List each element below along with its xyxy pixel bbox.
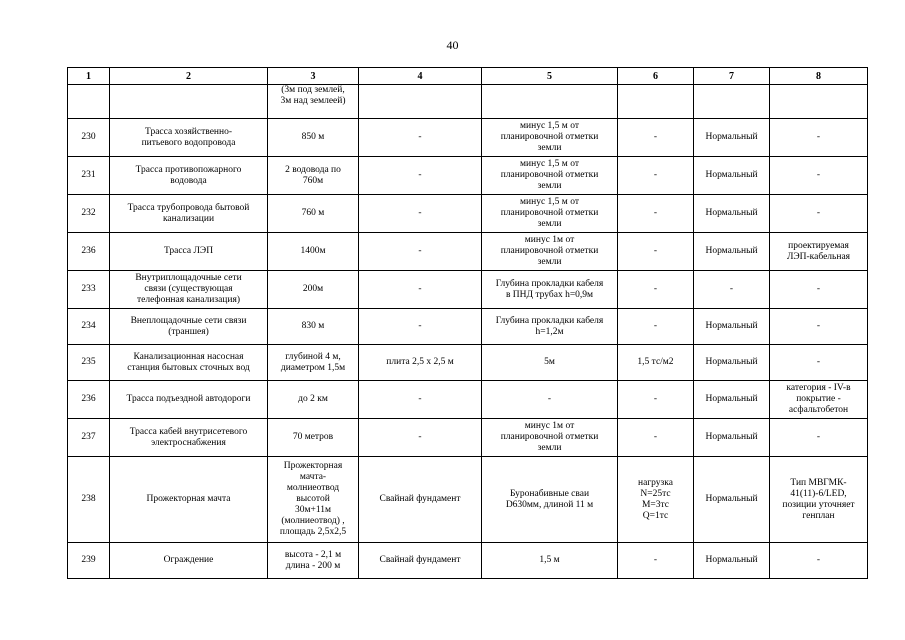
- table-cell-col-6: -: [618, 419, 694, 457]
- header-cell-3: 3: [268, 68, 359, 85]
- table-cell-col-7: Нормальный: [694, 157, 770, 195]
- table-row: [68, 457, 868, 543]
- table-cell-col-3: 830 м: [268, 309, 359, 345]
- table-cell-col-1: [68, 85, 110, 119]
- table-cell-col-6: 1,5 тс/м2: [618, 345, 694, 381]
- table-cell-col-2: Внутриплощадочные сети связи (существующая телефонная канализация): [110, 271, 268, 309]
- table-cell-col-5: минус 1м от планировочной отметки земли: [482, 419, 618, 457]
- table-cell-col-8: [770, 85, 868, 119]
- table-cell-col-5: минус 1м от планировочной отметки земли: [482, 233, 618, 271]
- table-row: [68, 157, 868, 195]
- table-cell-col-7: [694, 85, 770, 119]
- table-cell-col-6: -: [618, 157, 694, 195]
- table-cell-col-4: -: [359, 419, 482, 457]
- table-cell-col-1: 234: [68, 309, 110, 345]
- table-cell-col-3: до 2 км: [268, 381, 359, 419]
- table-body: [68, 85, 868, 579]
- table-cell-col-2: Трасса подъездной автодороги: [110, 381, 268, 419]
- table-cell-col-8: -: [770, 271, 868, 309]
- table-cell-col-6: -: [618, 309, 694, 345]
- table-cell-col-7: Нормальный: [694, 119, 770, 157]
- table-cell-col-3: глубиной 4 м, диаметром 1,5м: [268, 345, 359, 381]
- table-cell-col-5: -: [482, 381, 618, 419]
- table-cell-col-3: Прожекторная мачта- молниеотвод высотой 30м+11м (молниеотвод) , площадь 2,5х2,5: [268, 457, 359, 543]
- table-cell-col-1: 236: [68, 233, 110, 271]
- table-cell-col-7: Нормальный: [694, 381, 770, 419]
- table-cell-col-6: -: [618, 233, 694, 271]
- table-cell-col-7: Нормальный: [694, 419, 770, 457]
- table-cell-col-4: плита 2,5 х 2,5 м: [359, 345, 482, 381]
- table-row: [68, 195, 868, 233]
- table-cell-col-6: -: [618, 543, 694, 579]
- header-cell-7: 7: [694, 68, 770, 85]
- header-cell-1: 1: [68, 68, 110, 85]
- table-cell-col-5: Глубина прокладки кабеля h=1,2м: [482, 309, 618, 345]
- table-cell-col-4: -: [359, 381, 482, 419]
- table-cell-col-7: Нормальный: [694, 345, 770, 381]
- table-cell-col-3: 1400м: [268, 233, 359, 271]
- table-cell-col-4: -: [359, 195, 482, 233]
- table-cell-col-1: 236: [68, 381, 110, 419]
- header-cell-2: 2: [110, 68, 268, 85]
- table-cell-col-3: 850 м: [268, 119, 359, 157]
- table-cell-col-7: Нормальный: [694, 457, 770, 543]
- table-row: [68, 233, 868, 271]
- table-cell-col-5: Глубина прокладки кабеля в ПНД трубах h=0,9м: [482, 271, 618, 309]
- table-row: [68, 271, 868, 309]
- table-cell-col-2: [110, 85, 268, 119]
- header-cell-4: 4: [359, 68, 482, 85]
- table-cell-col-5: 5м: [482, 345, 618, 381]
- header-cell-8: 8: [770, 68, 868, 85]
- table-cell-col-3: 760 м: [268, 195, 359, 233]
- table-cell-col-2: Трасса трубопровода бытовой канализации: [110, 195, 268, 233]
- table-cell-col-1: 235: [68, 345, 110, 381]
- table-cell-col-1: 232: [68, 195, 110, 233]
- table-cell-col-8: проектируемая ЛЭП-кабельная: [770, 233, 868, 271]
- table-cell-col-1: 230: [68, 119, 110, 157]
- table-row: [68, 381, 868, 419]
- table-row: [68, 543, 868, 579]
- table-cell-col-5: 1,5 м: [482, 543, 618, 579]
- table-cell-col-5: минус 1,5 м от планировочной отметки земли: [482, 195, 618, 233]
- table-cell-col-4: Свайнай фундамент: [359, 543, 482, 579]
- table-cell-col-8: -: [770, 119, 868, 157]
- table-cell-col-1: 237: [68, 419, 110, 457]
- table-cell-col-2: Внеплощадочные сети связи (траншея): [110, 309, 268, 345]
- table-cell-col-6: -: [618, 119, 694, 157]
- table-cell-col-2: Канализационная насосная станция бытовых сточных вод: [110, 345, 268, 381]
- table-cell-col-8: -: [770, 195, 868, 233]
- table-cell-col-5: минус 1,5 м от планировочной отметки земли: [482, 119, 618, 157]
- table-cell-col-4: -: [359, 233, 482, 271]
- table-cell-col-8: -: [770, 345, 868, 381]
- table-cell-col-3: (3м под землей, 3м над землеей): [268, 85, 359, 119]
- table-cell-col-7: Нормальный: [694, 543, 770, 579]
- table-cell-col-2: Трасса противопожарного водовода: [110, 157, 268, 195]
- table-cell-col-3: 70 метров: [268, 419, 359, 457]
- header-cell-6: 6: [618, 68, 694, 85]
- table-cell-col-2: Трасса кабей внутрисетевого электроснабжения: [110, 419, 268, 457]
- page-number: 40: [446, 38, 459, 52]
- table-cell-col-7: Нормальный: [694, 233, 770, 271]
- table-cell-col-5: Буронабивные сваи D630мм, длиной 11 м: [482, 457, 618, 543]
- table-cell-col-2: Прожекторная мачта: [110, 457, 268, 543]
- table-cell-col-8: -: [770, 309, 868, 345]
- table-row: [68, 309, 868, 345]
- table-cell-col-1: 231: [68, 157, 110, 195]
- table-cell-col-1: 238: [68, 457, 110, 543]
- table-row: [68, 419, 868, 457]
- table-cell-col-8: -: [770, 419, 868, 457]
- table-cell-col-3: 2 водовода по 760м: [268, 157, 359, 195]
- table-cell-col-6: [618, 85, 694, 119]
- table-cell-col-8: -: [770, 543, 868, 579]
- table-cell-col-6: -: [618, 271, 694, 309]
- table-cell-col-4: Свайнай фундамент: [359, 457, 482, 543]
- table-cell-col-7: Нормальный: [694, 195, 770, 233]
- table-cell-col-6: -: [618, 381, 694, 419]
- table-cell-col-7: -: [694, 271, 770, 309]
- header-row: [68, 68, 868, 85]
- table-cell-col-4: -: [359, 309, 482, 345]
- table-cell-col-1: 239: [68, 543, 110, 579]
- table-cell-col-8: -: [770, 157, 868, 195]
- table-cell-col-4: -: [359, 157, 482, 195]
- table-cell-col-6: нагрузка N=25тс M=3тс Q=1тс: [618, 457, 694, 543]
- header-cell-5: 5: [482, 68, 618, 85]
- table-cell-col-8: Тип МВГМК- 41(11)-6/LED, позиции уточняет генплан: [770, 457, 868, 543]
- table-cell-col-2: Трасса ЛЭП: [110, 233, 268, 271]
- table-row: [68, 345, 868, 381]
- table-cell-col-3: 200м: [268, 271, 359, 309]
- table-cell-col-5: [482, 85, 618, 119]
- table-row: [68, 119, 868, 157]
- table-cell-col-2: Трасса хозяйственно- питьевого водопровода: [110, 119, 268, 157]
- specification-table: [67, 67, 868, 579]
- table-cell-col-4: -: [359, 271, 482, 309]
- table-cell-col-8: категория - IV-в покрытие - асфальтобетон: [770, 381, 868, 419]
- table-row: [68, 85, 868, 119]
- table-cell-col-7: Нормальный: [694, 309, 770, 345]
- table-cell-col-1: 233: [68, 271, 110, 309]
- table-cell-col-2: Ограждение: [110, 543, 268, 579]
- table-cell-col-6: -: [618, 195, 694, 233]
- table-cell-col-4: -: [359, 119, 482, 157]
- table-cell-col-3: высота - 2,1 м длина - 200 м: [268, 543, 359, 579]
- table-cell-col-5: минус 1,5 м от планировочной отметки земли: [482, 157, 618, 195]
- table-cell-col-4: [359, 85, 482, 119]
